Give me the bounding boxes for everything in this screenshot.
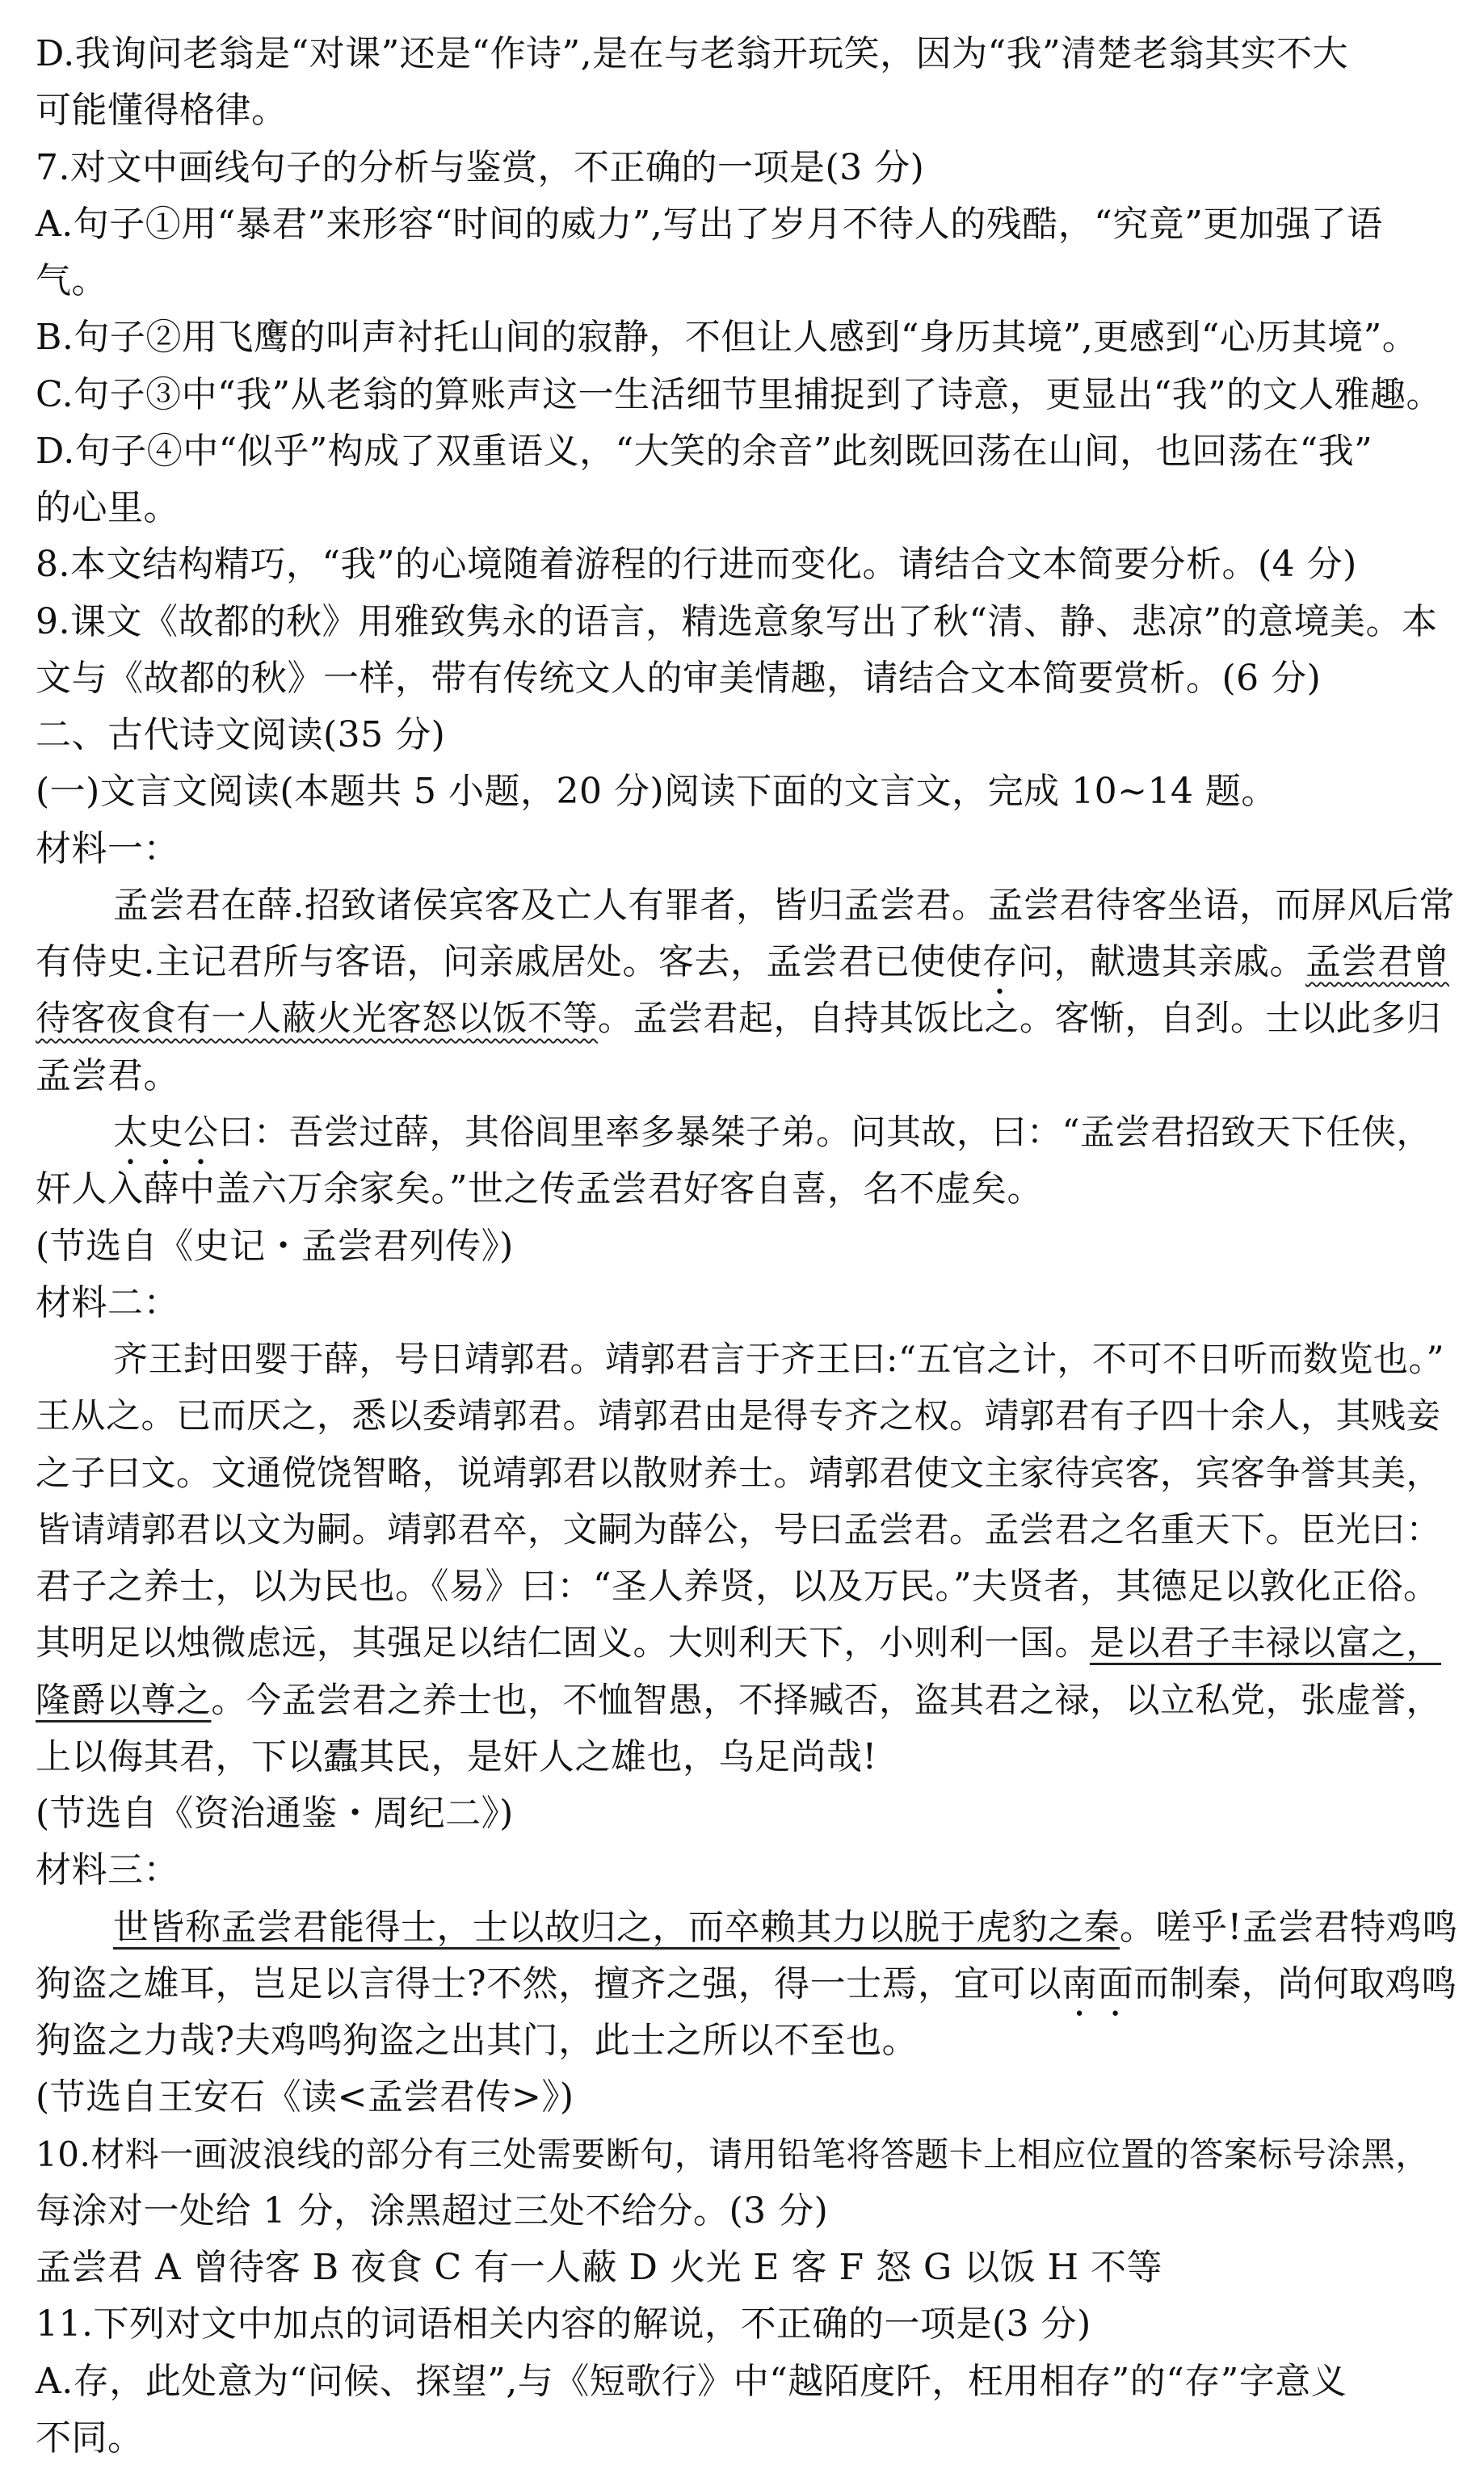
passage-2-line-3: 之子曰文。文通傥饶智略，说靖郭君以散财养士。靖郭君使文主家待宾客，宾客争誉其美， — [36, 1453, 1441, 1494]
passage-1-line-5: 太史公曰：吾尝过薛，其俗闾里率多暴桀子弟。问其故，曰：“孟尝君招致天下任侠， — [113, 1113, 1431, 1153]
question-10-line-1: 10.材料一画波浪线的部分有三处需要断句，请用铅笔将答题卡上相应位置的答案标号涂黑， — [36, 2135, 1430, 2174]
option-7d-line-1: D.句子④中“似乎”构成了双重语义，“大笑的余音”此刻既回荡在山间，也回荡在“我” — [36, 431, 1373, 472]
passage-1-line-1: 孟尝君在薛.招致诸侯宾客及亡人有罪者，皆归孟尝君。孟尝君待客坐语，而屏风后常 — [113, 885, 1455, 926]
underlined-sentence: 世皆称孟尝君能得士，士以故归之，而卒赖其力以脱于虎豹之秦 — [113, 1907, 1120, 1948]
option-7d-line-2: 的心里。 — [36, 487, 179, 528]
question-10-line-2: 每涂对一处给 1 分，涂黑超过三处不给分。(3 分) — [36, 2190, 829, 2232]
passage-2-line-4: 皆请靖郭君以文为嗣。靖郭君卒，文嗣为薛公，号曰孟尝君。孟尝君之名重天下。臣光曰： — [36, 1510, 1441, 1550]
source-3: (节选自王安石《读<孟尝君传>》) — [36, 2076, 574, 2118]
question-10-sentence: 孟尝君 A 曾待客 B 夜食 C 有一人蔽 D 火光 E 客 F 怒 G 以饭 H 不等 — [36, 2247, 1162, 2288]
source-2: (节选自《资治通鉴・周纪二》) — [36, 1793, 514, 1834]
passage-1-line-2: 有侍史.主记君所与客语，问亲戚居处。客去，孟尝君已使使存问，献遗其亲戚。孟尝君曾 — [36, 941, 1449, 982]
option-6d-line-2: 可能懂得格律。 — [36, 90, 288, 131]
passage-2-line-7: 隆爵以尊之。今孟尝君之养士也，不恤智愚，不择臧否，盗其君之禄，以立私党，张虚誉， — [36, 1680, 1441, 1721]
passage-3-line-2: 狗盗之雄耳，岂足以言得士?不然，擅齐之强，得一士焉，宜可以南面而制秦，尚何取鸡鸣 — [36, 1963, 1457, 2004]
question-9-line-2: 文与《故都的秋》一样，带有传统文人的审美情趣，请结合文本简要赏析。(6 分) — [36, 658, 1322, 699]
option-7a-line-1: A.句子①用“暴君”来形容“时间的威力”,写出了岁月不待人的残酷，“究竟”更加强了语 — [36, 204, 1383, 245]
dotted-word-taishigong: 太史公 — [113, 1113, 219, 1153]
option-6d-line-1: D.我询问老翁是“对课”还是“作诗”,是在与老翁开玩笑，因为“我”清楚老翁其实不大 — [36, 33, 1349, 74]
dotted-word-cun: 存 — [982, 941, 1018, 982]
option-7a-line-2: 气。 — [36, 260, 107, 301]
passage-3-line-3: 狗盗之力哉?夫鸡鸣狗盗之出其门，此士之所以不至也。 — [36, 2020, 919, 2061]
passage-2-line-2: 王从之。已而厌之，悉以委靖郭君。靖郭君由是得专齐之权。靖郭君有子四十余人，其贱妾 — [36, 1396, 1441, 1437]
material-1-label: 材料一： — [36, 828, 179, 869]
subsection-heading: (一)文言文阅读(本题共 5 小题，20 分)阅读下面的文言文，完成 10~14 题。 — [36, 771, 1277, 812]
section-heading: 二、古代诗文阅读(35 分) — [36, 714, 446, 755]
source-1: (节选自《史记・孟尝君列传》) — [36, 1226, 514, 1267]
option-11a-line-1: A.存，此处意为“问候、探望”,与《短歌行》中“越陌度阡，枉用相存”的“存”字意义 — [36, 2361, 1347, 2402]
underlined-sentence: 隆爵以尊之 — [36, 1680, 212, 1721]
wavy-underlined-passage: 孟尝君曾 — [1305, 941, 1449, 982]
question-11-stem: 11.下列对文中加点的词语相关内容的解说，不正确的一项是(3 分) — [36, 2303, 1091, 2345]
question-7-stem: 7.对文中画线句子的分析与鉴赏，不正确的一项是(3 分) — [36, 147, 925, 188]
passage-2-line-8: 上以侮其君，下以蠹其民，是奸人之雄也，乌足尚哉! — [36, 1736, 877, 1777]
passage-1-line-3: 待客夜食有一人蔽火光客怒以饭不等。孟尝君起，自持其饭比之。客惭，自刭。士以此多归 — [36, 999, 1441, 1039]
dotted-word-nanmian: 南面 — [1062, 1963, 1134, 2004]
option-11a-line-2: 不同。 — [36, 2417, 144, 2459]
question-8: 8.本文结构精巧，“我”的心境随着游程的行进而变化。请结合文本简要分析。(4 分) — [36, 544, 1357, 585]
passage-3-line-1: 世皆称孟尝君能得士，士以故归之，而卒赖其力以脱于虎豹之秦。嗟乎!孟尝君特鸡鸣 — [113, 1907, 1458, 1948]
passage-2-line-5: 君子之养士，以为民也。《易》曰：“圣人养贤，以及万民。”夫贤者，其德足以敦化正俗。 — [36, 1566, 1440, 1607]
passage-2-line-6: 其明足以烛微虑远，其强足以结仁固义。大则利天下，小则利一国。是以君子丰禄以富之， — [36, 1623, 1441, 1664]
material-2-label: 材料二： — [36, 1282, 179, 1323]
passage-1-line-6: 奸人入薛中盖六万余家矣。”世之传孟尝君好客自喜，名不虚矣。 — [36, 1168, 1043, 1209]
wavy-underlined-passage: 待客夜食有一人蔽火光客怒以饭不等 — [36, 999, 598, 1039]
underlined-sentence: 是以君子丰禄以富之， — [1090, 1623, 1441, 1664]
passage-1-line-4: 孟尝君。 — [36, 1055, 179, 1096]
passage-2-line-1: 齐王封田婴于薛，号日靖郭君。靖郭君言于齐王曰:“五官之计，不可不日听而数览也。” — [113, 1340, 1444, 1380]
option-7c: C.句子③中“我”从老翁的算账声这一生活细节里捕捉到了诗意，更显出“我”的文人雅趣。 — [36, 374, 1443, 415]
material-3-label: 材料三： — [36, 1849, 179, 1891]
question-9-line-1: 9.课文《故都的秋》用雅致隽永的语言，精选意象写出了秋“清、静、悲凉”的意境美。本 — [36, 601, 1438, 642]
option-7b: B.句子②用飞鹰的叫声衬托山间的寂静，不但让人感到“身历其境”,更感到“心历其境”。 — [36, 317, 1419, 358]
